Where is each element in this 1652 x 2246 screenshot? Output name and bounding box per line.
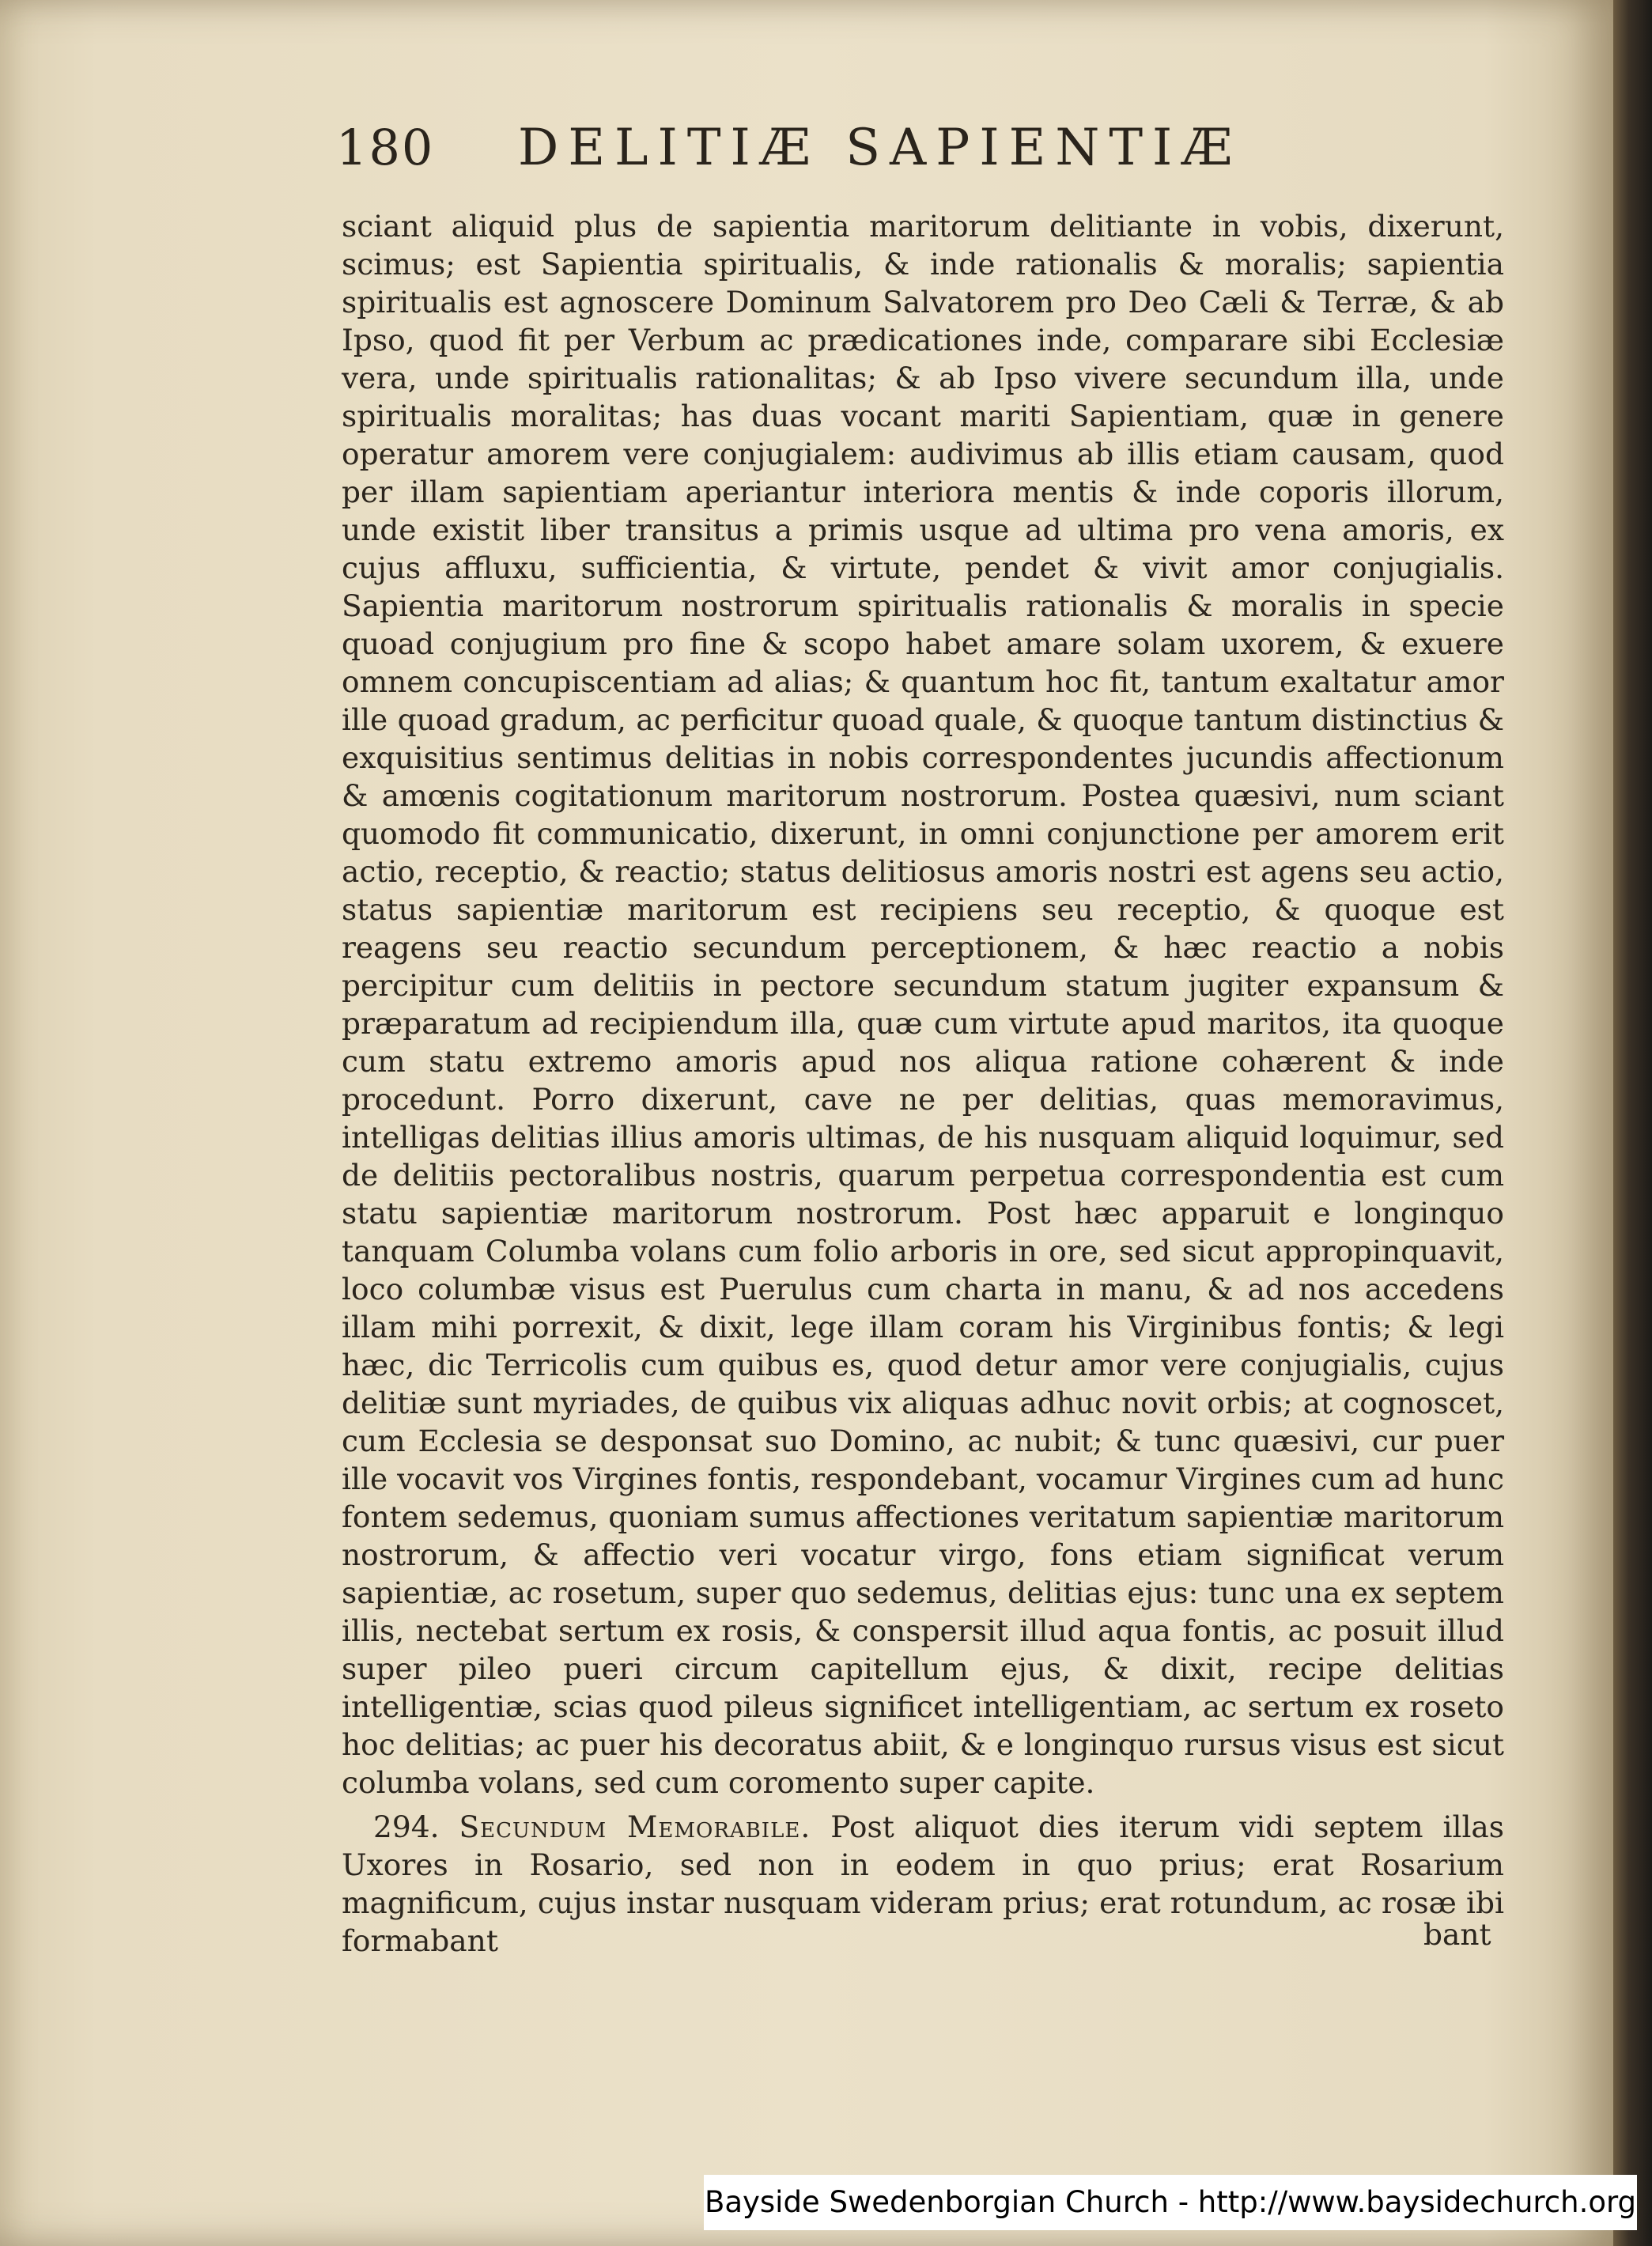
- memorable-heading: Secundum Memorabile.: [459, 1809, 811, 1844]
- paragraph-text: Post aliquot dies iterum vidi septem illas Uxores in Rosario, sed non in eodem in quo prius; erat Rosarium magnificum, cujus instar nusquam videram prius; erat rotundum, ac rosæ ibi formabant: [342, 1809, 1505, 1958]
- watermark-banner: Bayside Swedenborgian Church - http://www.baysidechurch.org: [704, 2175, 1637, 2230]
- body-text: [342, 207, 1504, 1960]
- running-title: DELITIÆ SAPIENTIÆ: [518, 119, 1242, 177]
- paragraph-continuation: sciant aliquid plus de sapientia maritorum delitiante in vobis, dixerunt, scimus; est Sapientia spiritualis, & inde rationalis & moralis; sapientia spiritualis est agnoscere Dominum Salvatorem pro Deo Cæli & Terræ, & ab Ipso, quod fit per Verbum ac prædicationes inde, comparare sibi Ecclesiæ vera, unde spiritualis rationalitas; & ab Ipso vivere secundum illa, unde spiritualis moralitas; has duas vocant mariti Sapientiam, quæ in genere operatur amorem vere conjugialem: audivimus ab illis etiam causam, quod per illam sapientiam aperiantur interiora mentis & inde coporis illorum, unde existit liber transitus a primis usque ad ultima pro vena amoris, ex cujus affluxu, sufficientia, & virtute, pendet & vivit amor conjugialis. Sapientia maritorum nostrorum spiritualis rationalis & moralis in specie quoad conjugium pro fine & scopo habet amare solam uxorem, & exuere omnem concupiscentiam ad alias; & quantum hoc fit, tantum exaltatur amor ille quoad gradum, ac perficitur quoad quale, & quoque tantum distinctius & exquisitius sentimus delitias in nobis correspondentes jucundis affectionum & amœnis cogitationum maritorum nostrorum. Postea quæsivi, num sciant quomodo fit communicatio, dixerunt, in omni conjunctione per amorem erit actio, receptio, & reactio; status delitiosus amoris nostri est agens seu actio, status sapientiæ maritorum est recipiens seu receptio, & quoque est reagens seu reactio secundum perceptionem, & hæc reactio a nobis percipitur cum delitiis in pectore secundum statum jugiter expansum & præparatum ad recipiendum illa, quæ cum virtute apud maritos, ita quoque cum statu extremo amoris apud nos aliqua ratione cohærent & inde procedunt. Porro dixerunt, cave ne per delitias, quas memoravimus, intelligas delitias illius amoris ultimas, de his nusquam aliquid loquimur, sed de delitiis pectoralibus nostris, quarum perpetua correspondentia est cum statu sapientiæ maritorum nostrorum. Post hæc apparuit e longinquo tanquam Columba volans cum folio arboris in ore, sed sicut appropinquavit, loco columbæ visus est Puerulus cum charta in manu, & ad nos accedens illam mihi porrexit, & dixit, lege illam coram his Virginibus fontis; & legi hæc, dic Terricolis cum quibus es, quod detur amor vere conjugialis, cujus delitiæ sunt myriades, de quibus vix aliquas adhuc novit orbis; at cognoscet, cum Ecclesia se desponsat suo Domino, ac nubit; & tunc quæsivi, cur puer ille vocavit vos Virgines fontis, respondebant, vocamur Virgines cum ad hunc fontem sedemus, quoniam sumus affectiones veritatum sapientiæ maritorum nostrorum, & affectio veri vocatur virgo, fons etiam significat verum sapientiæ, ac rosetum, super quo sedemus, delitias ejus: tunc una ex septem illis, nectebat sertum ex rosis, & conspersit illud aqua fontis, ac posuit illud super pileo pueri circum capitellum ejus, & dixit, recipe delitias intelligentiæ, scias quod pileus significet intelligentiam, ac sertum ex roseto hoc delitias; ac puer his decoratus abiit, & e longinquo rursus visus est sicut columba volans, sed cum coromento super capite.: [342, 209, 1504, 1800]
- page-header: [336, 119, 1364, 190]
- page-number: 180: [336, 119, 435, 176]
- catchword: bant: [1423, 1917, 1491, 1952]
- paragraph-number: 294.: [373, 1809, 440, 1844]
- book-edge: [1613, 0, 1652, 2246]
- paragraph-memorable: [342, 1808, 1504, 1960]
